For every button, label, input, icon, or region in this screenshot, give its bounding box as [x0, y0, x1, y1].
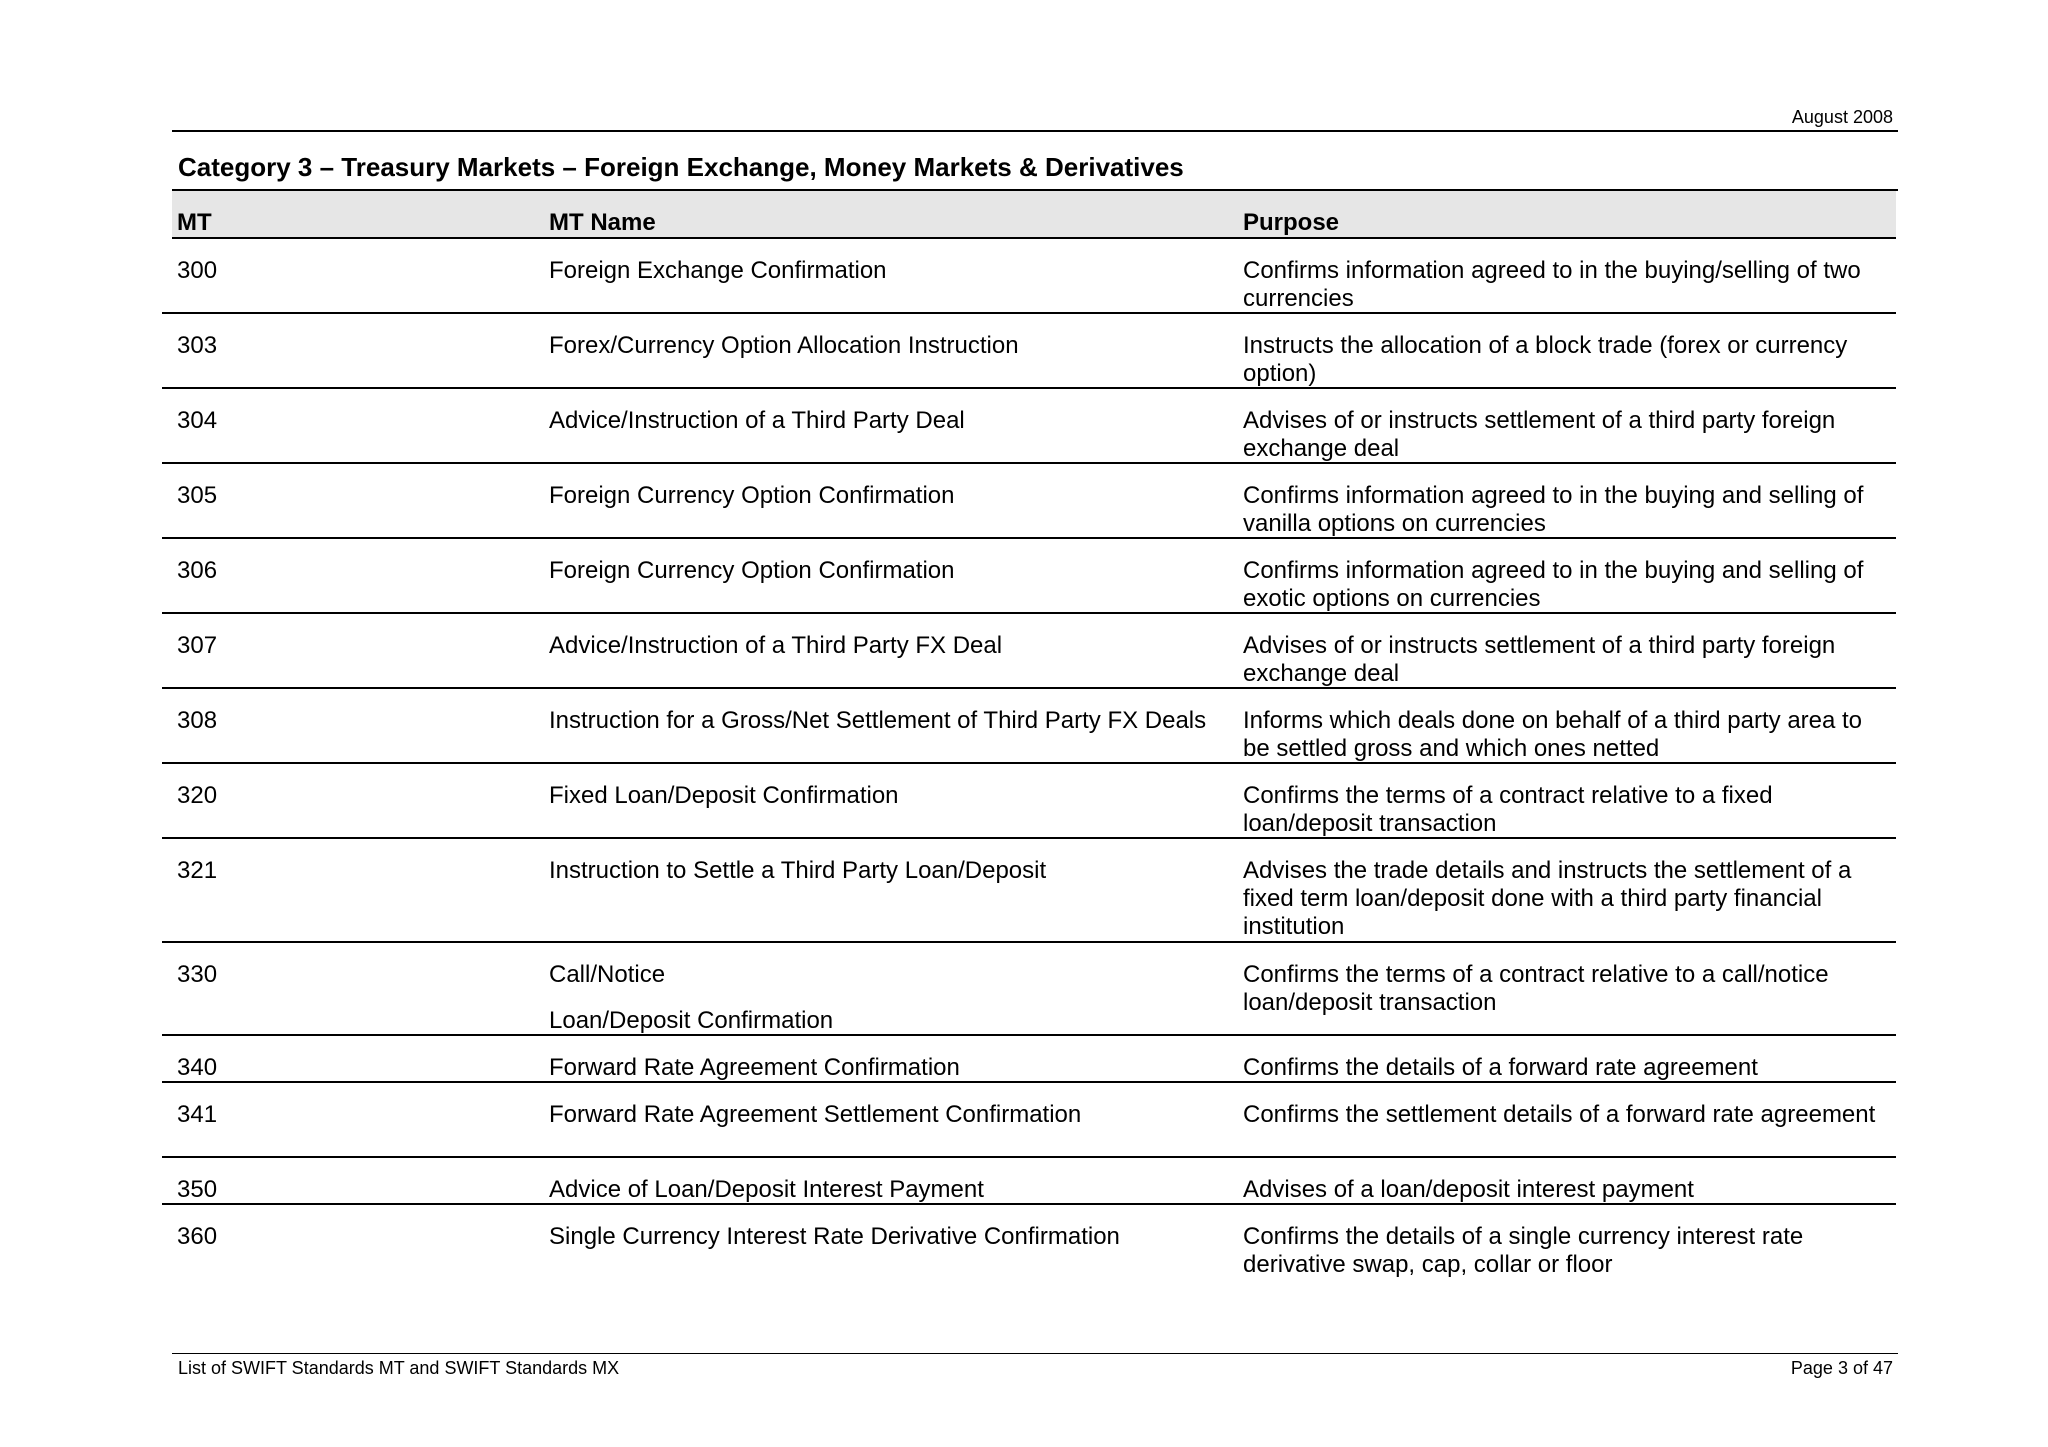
- cell-mt-name: Fixed Loan/Deposit Confirmation: [549, 782, 899, 809]
- header-date: August 2008: [1791, 107, 1893, 127]
- cell-mt: 303: [177, 332, 218, 359]
- cell-mt: 308: [177, 707, 218, 734]
- cell-purpose: Advises of or instructs settlement of a third party foreign exchange deal: [1243, 407, 1836, 462]
- cell-purpose: Informs which deals done on behalf of a third party area to be settled gross and which ones netted: [1243, 707, 1863, 762]
- cell-mt: 350: [177, 1176, 218, 1203]
- table-row: [162, 539, 1896, 614]
- cell-mt-name: Foreign Exchange Confirmation: [549, 257, 887, 284]
- column-header-mt: MT: [177, 209, 212, 236]
- table-row: [162, 614, 1896, 689]
- cell-mt-name: Single Currency Interest Rate Derivative Confirmation: [549, 1223, 1120, 1250]
- cell-mt: 360: [177, 1223, 218, 1250]
- cell-mt-name: Instruction for a Gross/Net Settlement of Third Party FX Deals: [549, 707, 1207, 734]
- cell-mt: 304: [177, 407, 218, 434]
- cell-purpose: Confirms the terms of a contract relative to a call/notice loan/deposit transaction: [1243, 961, 1829, 1016]
- cell-mt: 305: [177, 482, 218, 509]
- cell-mt-name: Instruction to Settle a Third Party Loan/Deposit: [549, 857, 1047, 884]
- table-row: [162, 689, 1896, 764]
- cell-purpose: Confirms information agreed to in the buying/selling of two currencies: [1243, 257, 1861, 312]
- cell-mt-name-line2: Loan/Deposit Confirmation: [549, 1007, 834, 1034]
- page-title: Category 3 – Treasury Markets – Foreign Exchange, Money Markets & Derivatives: [178, 152, 1184, 182]
- table-row: [162, 1205, 1896, 1285]
- cell-mt-name: Advice/Instruction of a Third Party Deal: [549, 407, 965, 434]
- table-header: [172, 191, 1896, 239]
- cell-purpose: Confirms the settlement details of a forward rate agreement: [1243, 1101, 1876, 1128]
- cell-mt: 307: [177, 632, 218, 659]
- cell-mt-name: Forward Rate Agreement Settlement Confirmation: [549, 1101, 1082, 1128]
- table-row: [162, 1036, 1896, 1083]
- cell-mt: 341: [177, 1101, 218, 1128]
- cell-mt: 306: [177, 557, 218, 584]
- table-row: [162, 1158, 1896, 1205]
- cell-purpose: Instructs the allocation of a block trade (forex or currency option): [1243, 332, 1848, 387]
- cell-mt-name: Advice of Loan/Deposit Interest Payment: [549, 1176, 984, 1203]
- cell-mt: 321: [177, 857, 218, 884]
- table-row: [162, 314, 1896, 389]
- cell-purpose: Confirms the details of a single currency interest rate derivative swap, cap, collar or floor: [1243, 1223, 1804, 1278]
- cell-purpose: Advises of a loan/deposit interest payment: [1243, 1176, 1694, 1203]
- cell-mt: 320: [177, 782, 218, 809]
- footer-document-title: List of SWIFT Standards MT and SWIFT Standards MX: [178, 1358, 620, 1378]
- table-row: [162, 239, 1896, 314]
- cell-mt-name: Advice/Instruction of a Third Party FX Deal: [549, 632, 1003, 659]
- cell-purpose: Confirms the details of a forward rate agreement: [1243, 1054, 1758, 1081]
- footer-page-number: Page 3 of 47: [1790, 1358, 1893, 1378]
- cell-purpose: Advises of or instructs settlement of a third party foreign exchange deal: [1243, 632, 1836, 687]
- cell-mt: 300: [177, 257, 218, 284]
- cell-purpose: Advises the trade details and instructs the settlement of a fixed term loan/deposit done with a third party financial institution: [1243, 857, 1852, 940]
- cell-mt: 330: [177, 961, 218, 988]
- cell-mt: 340: [177, 1054, 218, 1081]
- footer-rule: [172, 1353, 1898, 1354]
- cell-mt-name: Forex/Currency Option Allocation Instruction: [549, 332, 1019, 359]
- table-row: [162, 464, 1896, 539]
- header-rule: [172, 130, 1898, 132]
- cell-purpose: Confirms information agreed to in the buying and selling of vanilla options on currencies: [1243, 482, 1864, 537]
- column-header-purpose: Purpose: [1243, 209, 1340, 236]
- cell-purpose: Confirms the terms of a contract relative to a fixed loan/deposit transaction: [1243, 782, 1773, 837]
- table-row: [162, 943, 1896, 1036]
- table-row: [162, 1083, 1896, 1158]
- cell-mt-name: Foreign Currency Option Confirmation: [549, 482, 955, 509]
- cell-mt-name: Forward Rate Agreement Confirmation: [549, 1054, 960, 1081]
- column-header-mt-name: MT Name: [549, 209, 656, 236]
- cell-mt-name: Foreign Currency Option Confirmation: [549, 557, 955, 584]
- cell-mt-name-line1: Call/Notice: [549, 961, 666, 988]
- table-row: [162, 389, 1896, 464]
- cell-mt-name: [549, 943, 1243, 1034]
- table-row: [162, 764, 1896, 839]
- mt-table: [162, 191, 1896, 1285]
- table-row: [162, 839, 1896, 943]
- cell-purpose: Confirms information agreed to in the buying and selling of exotic options on currencies: [1243, 557, 1864, 612]
